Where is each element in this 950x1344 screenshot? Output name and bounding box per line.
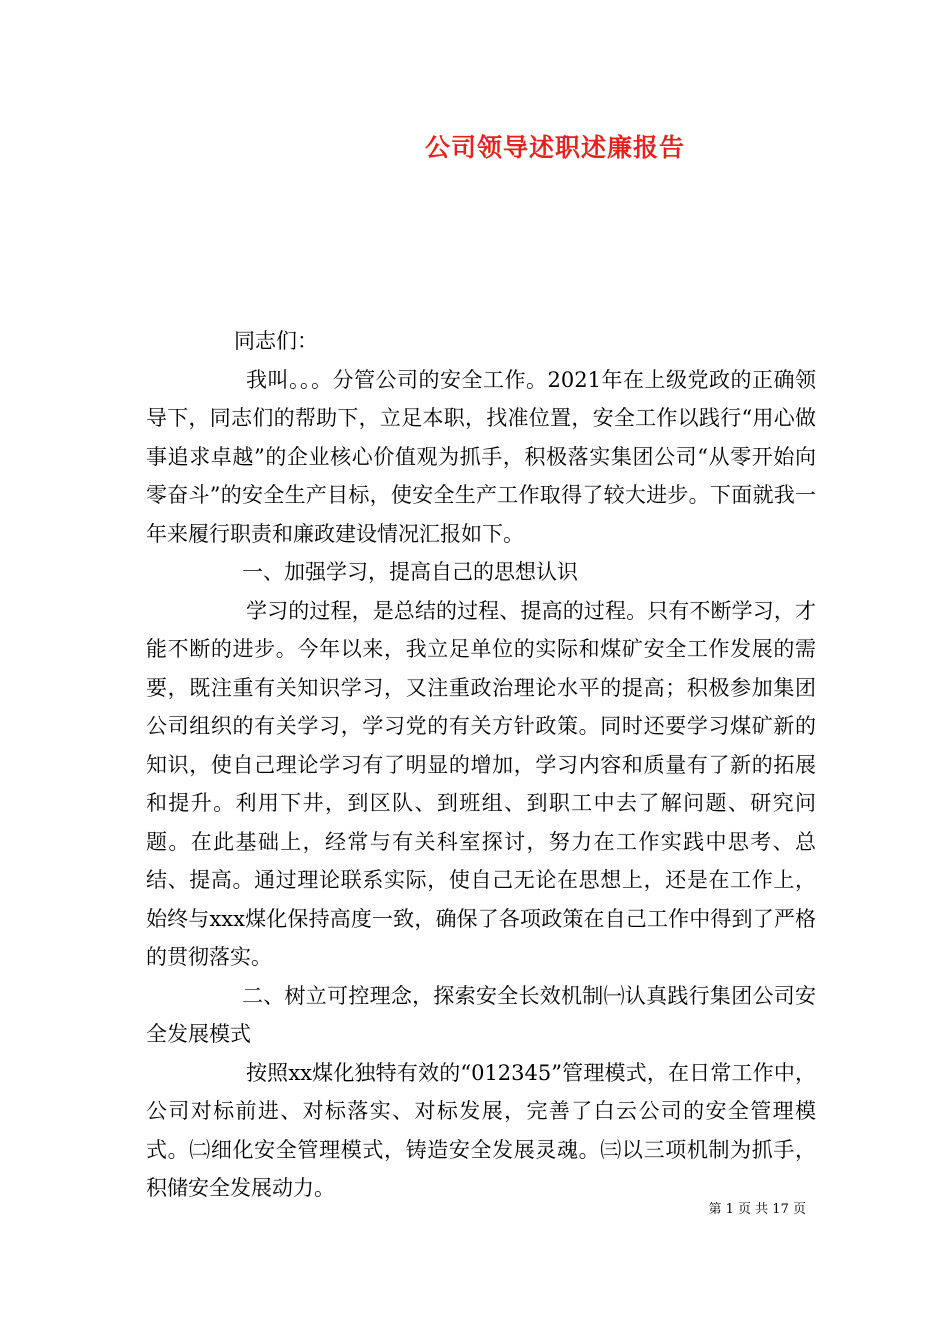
- salutation: 同志们：: [234, 329, 318, 353]
- paragraph-intro: 我叫。。。分管公司的安全工作。2021年在上级党政的正确领导下，同志们的帮助下，立足本职，找准位置，安全工作以践行“用心做事追求卓越”的企业核心价值观为抓手，积极落实集团公司“从零开始向零奋斗”的安全生产目标，使安全生产工作取得了较大进步。下面就我一年来履行职责和廉政建设情况汇报如下。: [146, 367, 816, 546]
- document-title: 公司领导述职述廉报告: [424, 133, 685, 162]
- section-heading-2: 二、树立可控理念，探索安全长效机制㈠认真践行集团公司安全发展模式: [146, 983, 816, 1046]
- document-body: [146, 322, 816, 1208]
- footer-current-page: 1: [725, 1202, 734, 1217]
- footer-suffix: 页: [792, 1202, 806, 1217]
- footer-total-pages: 17: [772, 1202, 789, 1217]
- section-heading-1: 一、加强学习，提高自己的思想认识: [242, 560, 578, 584]
- paragraph-model: 按照xx煤化独特有效的“012345”管理模式，在日常工作中，公司对标前进、对标落实、对标发展，完善了白云公司的安全管理模式。㈡细化安全管理模式，铸造安全发展灵魂。㈢以三项机制为抓手，积储安全发展动力。: [146, 1060, 816, 1200]
- paragraph-study: 学习的过程，是总结的过程、提高的过程。只有不断学习，才能不断的进步。今年以来，我立足单位的实际和煤矿安全工作发展的需要，既注重有关知识学习，又注重政治理论水平的提高；积极参加集团公司组织的有关学习，学习党的有关方针政策。同时还要学习煤矿新的知识，使自己理论学习有了明显的增加，学习内容和质量有了新的拓展和提升。利用下井，到区队、到班组、到职工中去了解问题、研究问题。在此基础上，经常与有关科室探讨，努力在工作实践中思考、总结、提高。通过理论联系实际，使自己无论在思想上，还是在工作上，始终与xxx煤化保持高度一致，确保了各项政策在自己工作中得到了严格的贯彻落实。: [146, 598, 816, 969]
- page-footer: [0, 1200, 806, 1220]
- footer-middle: 页 共: [738, 1202, 769, 1217]
- footer-prefix: 第: [708, 1202, 722, 1217]
